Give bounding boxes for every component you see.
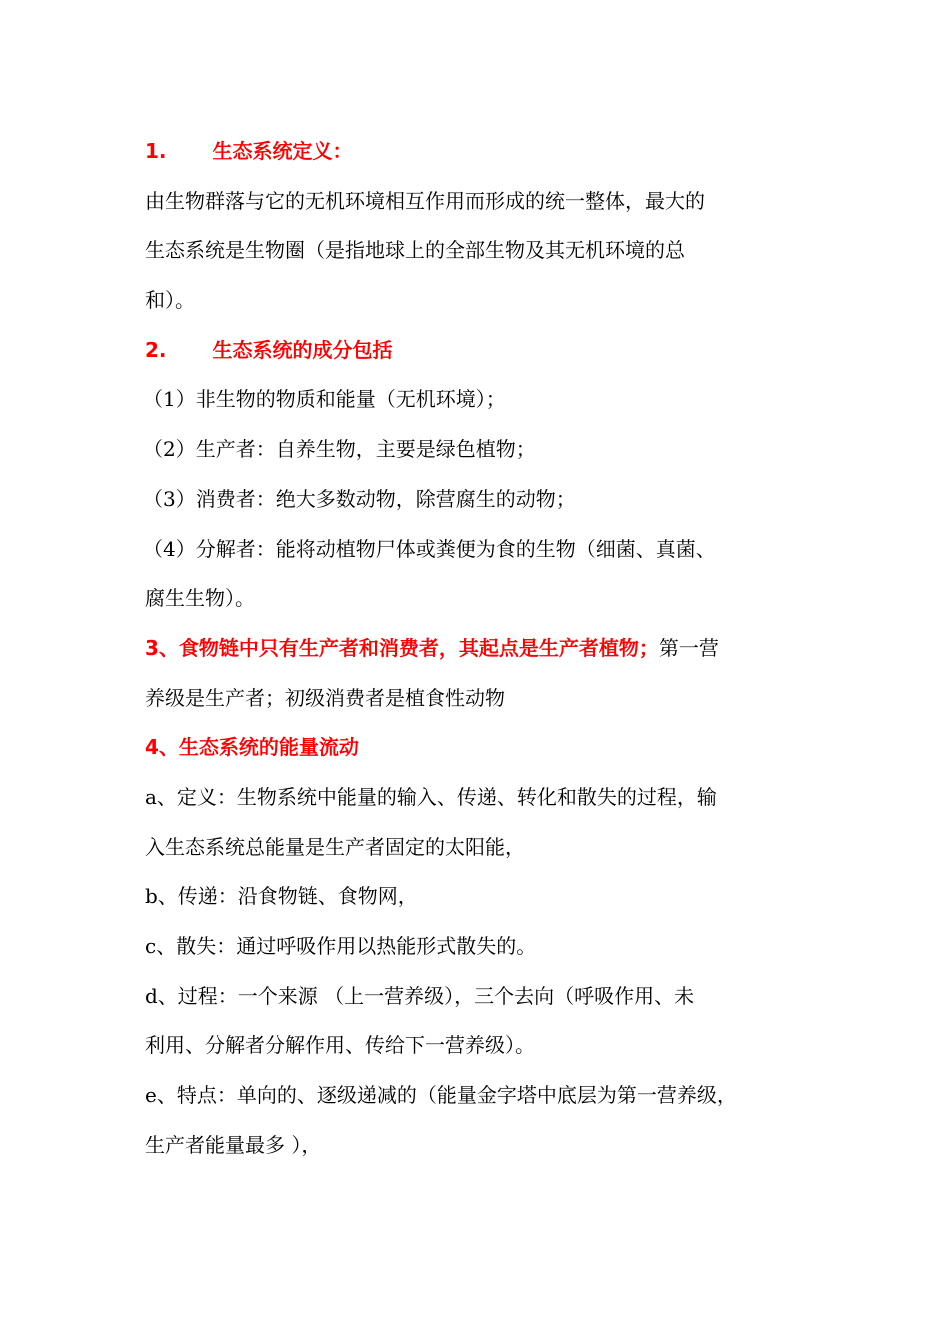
section4-line: a、定义：生物系统中能量的输入、传递、转化和散失的过程，输 — [145, 784, 717, 809]
section2-line: （4）分解者：能将动植物尸体或粪便为食的生物（细菌、真菌、 — [143, 536, 716, 561]
section3-bold-text: 3、食物链中只有生产者和消费者，其起点是生产者植物； — [145, 635, 659, 660]
section1-heading — [145, 127, 825, 177]
section1-line: 和）。 — [145, 288, 195, 313]
section2-line: （1）非生物的物质和能量（无机环境）； — [143, 387, 506, 412]
section2-heading — [145, 326, 825, 376]
section4-line: 生产者能量最多 ）， — [145, 1132, 322, 1157]
section4-line: 入生态系统总能量是生产者固定的太阳能， — [145, 834, 525, 859]
section1-number: 1. — [145, 139, 167, 163]
section1-title: 生态系统定义： — [212, 139, 353, 163]
section2-line: （2）生产者：自养生物，主要是绿色植物； — [143, 437, 536, 462]
section4-line: 利用、分解者分解作用、传给下一营养级）。 — [145, 1033, 535, 1058]
section1-line: 由生物群落与它的无机环境相互作用而形成的统一整体，最大的 — [145, 188, 705, 213]
section4-line: b、传递：沿食物链、食物网， — [145, 884, 418, 909]
section4-heading: 4、生态系统的能量流动 — [145, 735, 359, 760]
document-page — [145, 127, 825, 1170]
section3-line: 养级是生产者；初级消费者是植食性动物 — [145, 685, 505, 710]
section2-line: （3）消费者：绝大多数动物，除营腐生的动物； — [143, 486, 576, 511]
section4-line: e、特点：单向的、逐级递减的（能量金字塔中底层为第一营养级， — [145, 1083, 737, 1108]
section1-line: 生态系统是生物圈（是指地球上的全部生物及其无机环境的总 — [145, 238, 685, 263]
section3-normal-text: 第一营 — [658, 635, 719, 660]
section4-line: d、过程：一个来源 （上一营养级），三个去向（呼吸作用、未 — [145, 983, 695, 1008]
section2-title: 生态系统的成分包括 — [212, 337, 393, 362]
section2-number: 2. — [145, 337, 167, 362]
section4-line: c、散失：通过呼吸作用以热能形式散失的。 — [145, 934, 537, 958]
section2-line: 腐生生物）。 — [145, 586, 255, 611]
section3-heading-line — [145, 624, 825, 674]
